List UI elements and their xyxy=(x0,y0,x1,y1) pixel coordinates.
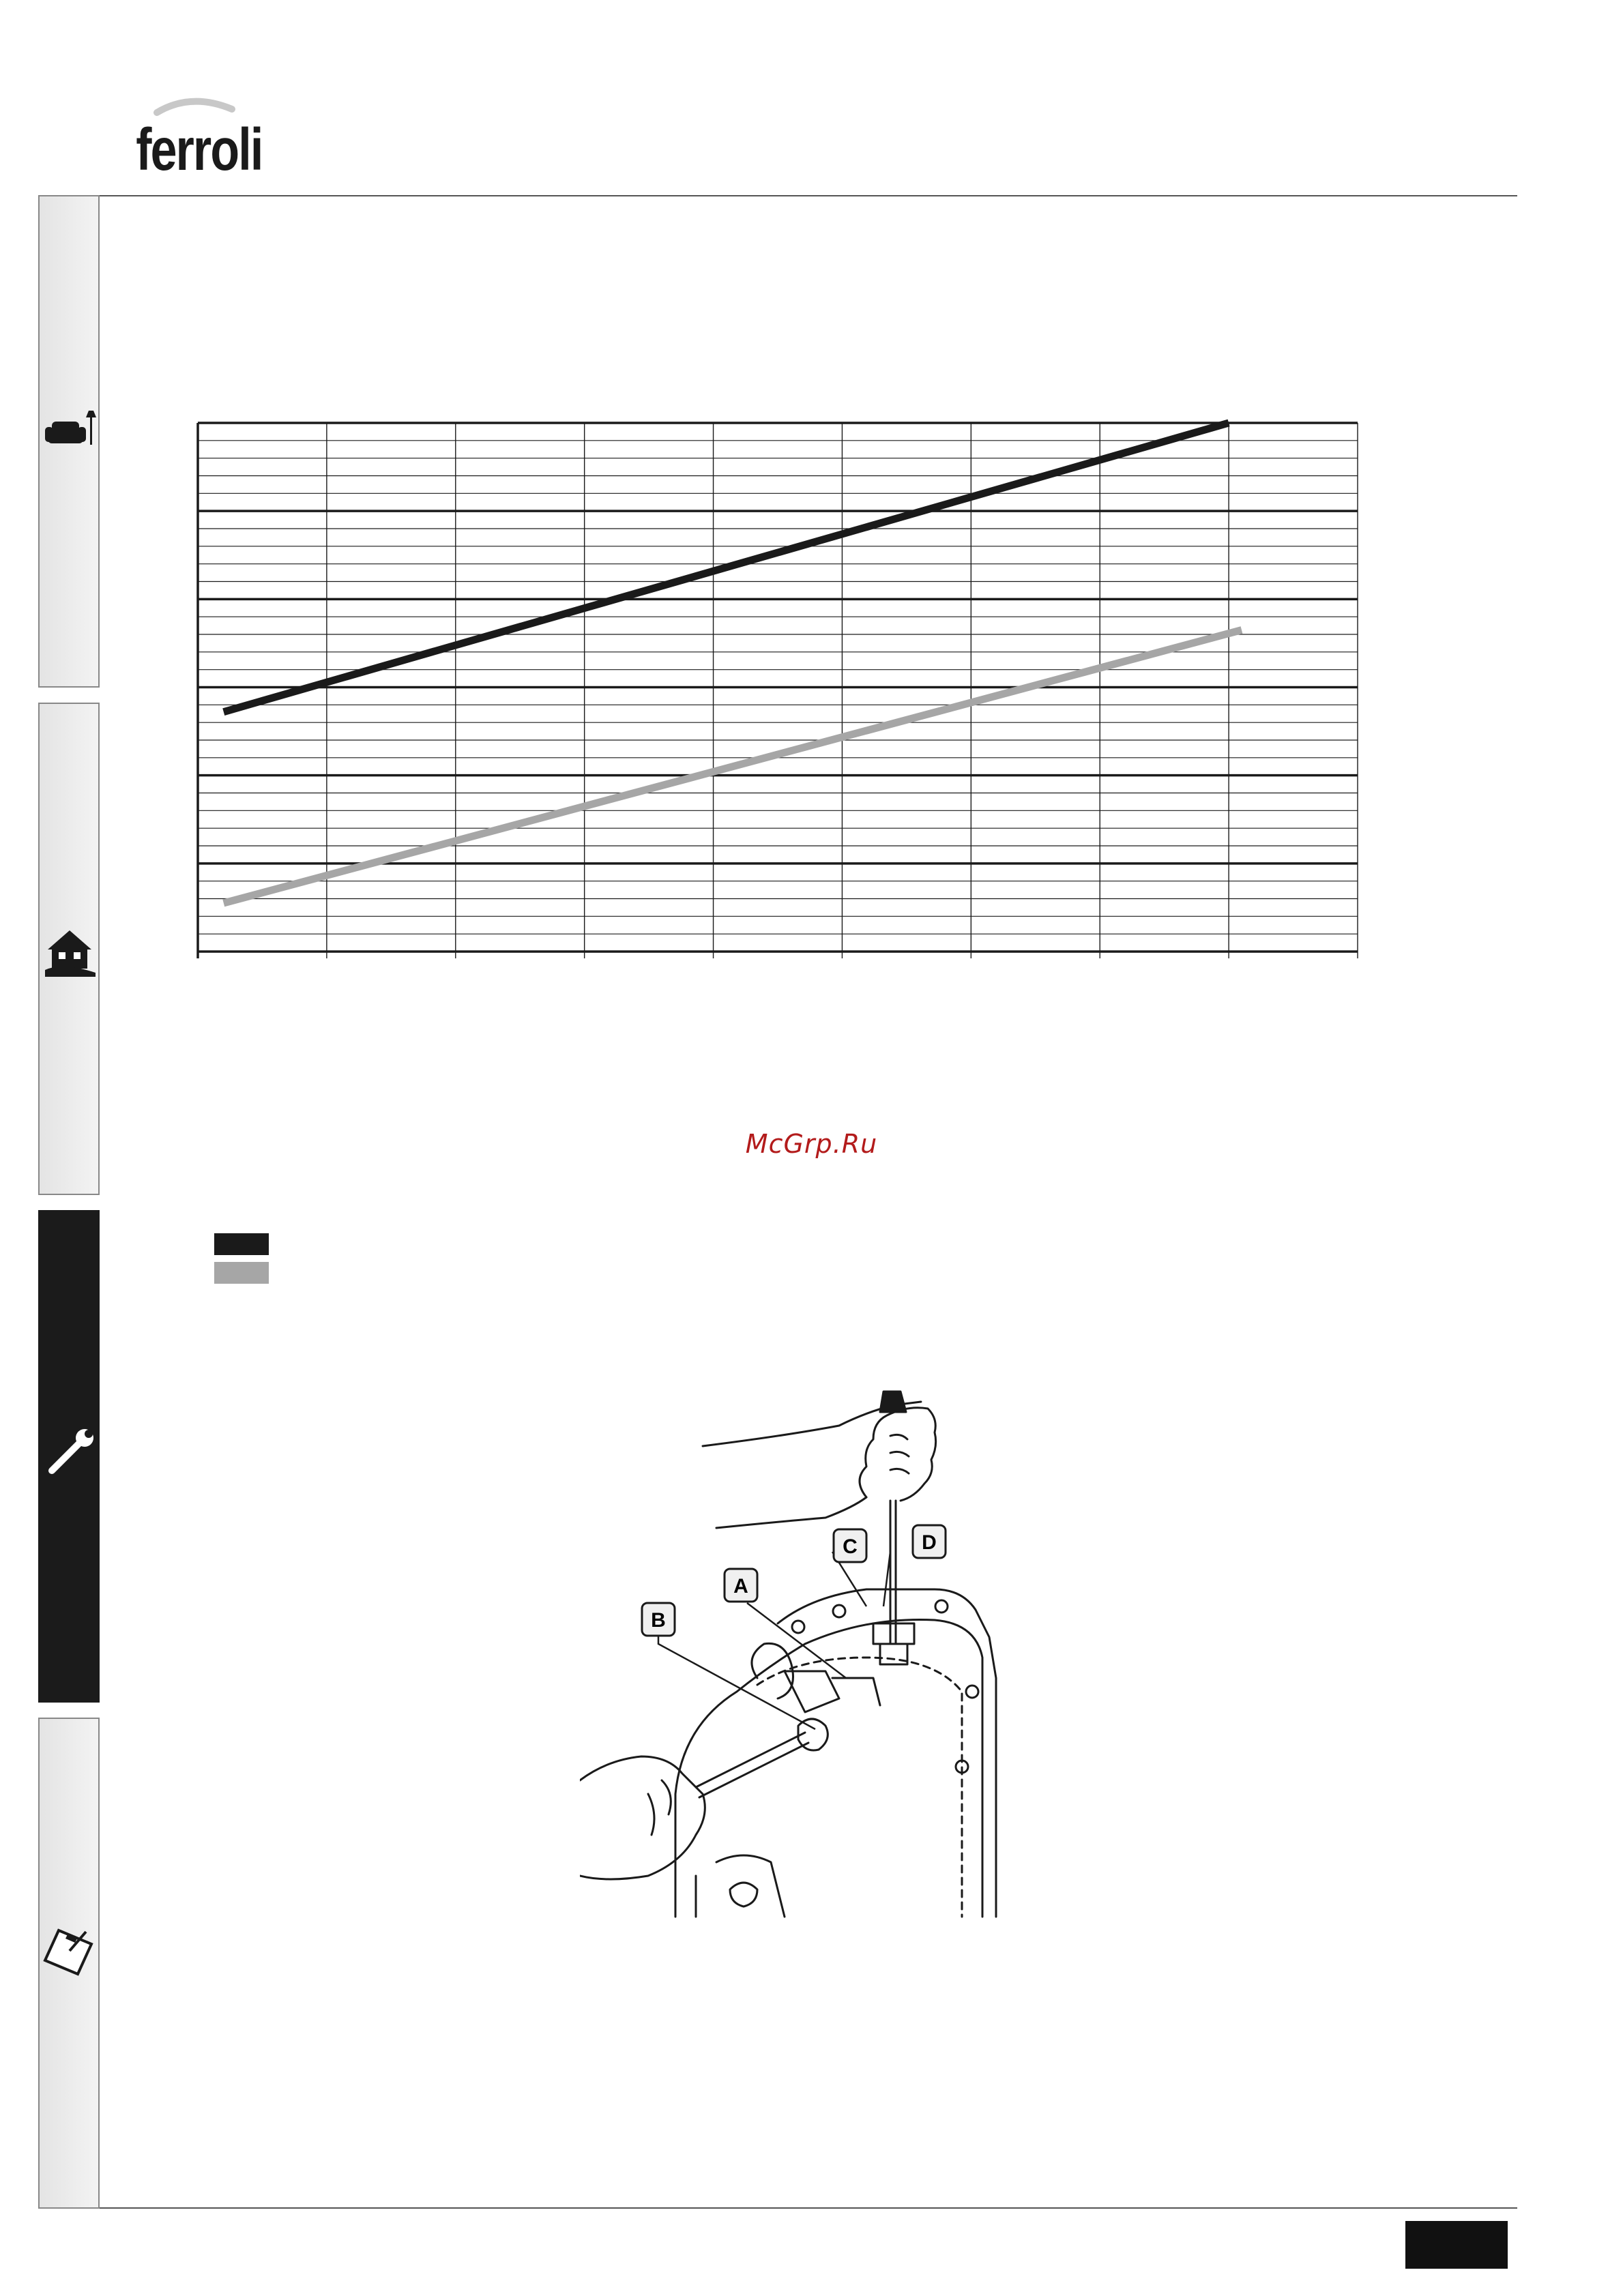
ferroli-logo xyxy=(130,95,293,184)
svg-text:ferroli: ferroli xyxy=(136,115,263,183)
tab-user[interactable] xyxy=(38,195,100,688)
callout-d xyxy=(913,1525,946,1558)
house-icon xyxy=(42,922,98,978)
sofa-lamp-icon xyxy=(42,401,98,457)
tab-service[interactable] xyxy=(38,1210,100,1703)
callout-c-label: C xyxy=(843,1535,858,1558)
chart-series-group xyxy=(224,423,1242,903)
page-number-box xyxy=(1405,2221,1508,2269)
callout-a xyxy=(725,1569,757,1602)
burner-adjustment-illustration xyxy=(580,1371,1057,1924)
callout-b-label: B xyxy=(651,1609,666,1632)
tab-documentation[interactable] xyxy=(38,1718,100,2209)
header-rule xyxy=(100,195,1517,196)
flow-chart xyxy=(184,409,1385,969)
wrench-icon xyxy=(42,1423,98,1479)
callout-c xyxy=(834,1529,866,1562)
watermark-text: McGrp.Ru xyxy=(745,1129,878,1159)
legend-swatch-grey xyxy=(214,1262,269,1284)
callout-b xyxy=(642,1603,675,1636)
callout-a-label: A xyxy=(733,1575,748,1598)
series-line-1 xyxy=(224,423,1229,712)
chart-grid xyxy=(198,423,1358,958)
clipboard-pen-icon xyxy=(42,1924,98,1979)
tab-installer[interactable] xyxy=(38,703,100,1195)
legend-swatch-black xyxy=(214,1233,269,1255)
callout-d-label: D xyxy=(922,1531,937,1554)
footer-rule xyxy=(100,2207,1517,2209)
